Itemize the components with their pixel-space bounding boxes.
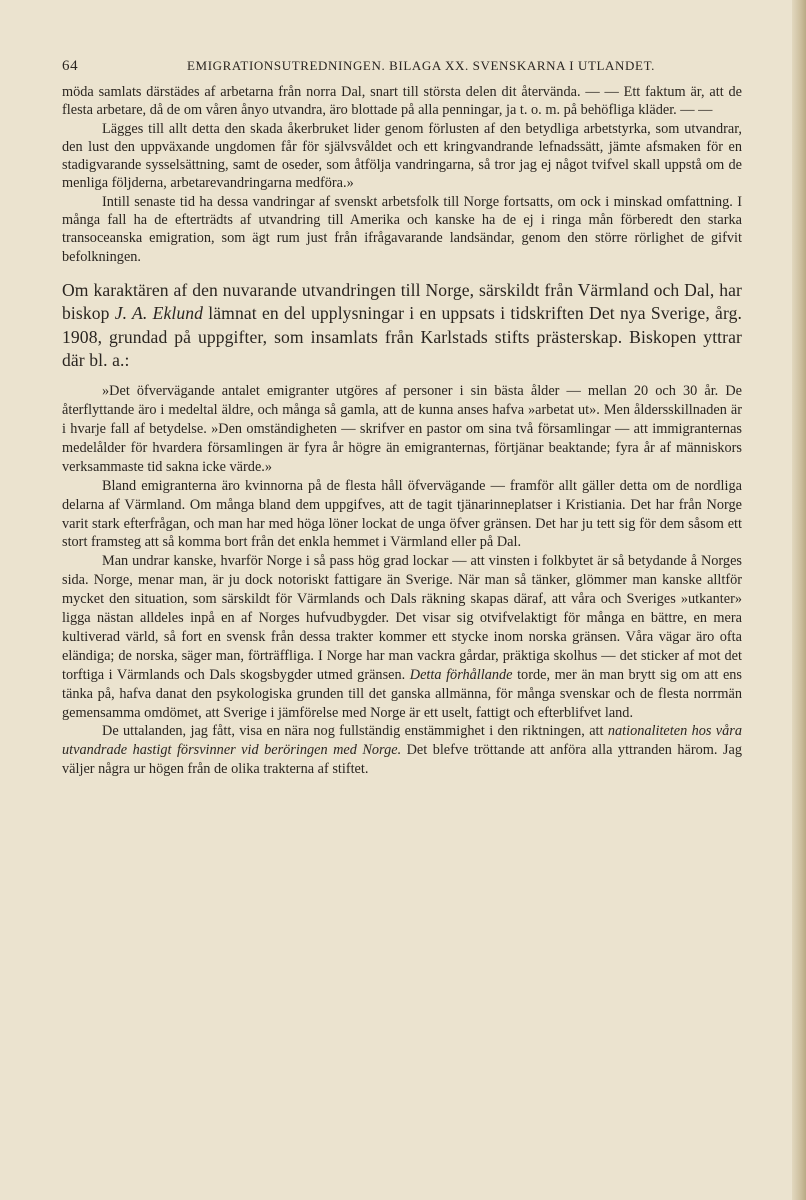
paragraph: Bland emigranterna äro kvinnorna på de flesta håll öfvervägande — framför allt gäller detta om de nordliga delarna af Värmland. Om många bland dem uppgifves, att de tagit tjänarinneplatser i Kristiania. Det har från Norge varit stark efterfrågan, och man har med höga löner lockat de unga öfver gränsen. Det har ju tett sig för dem såsom ett stort framsteg att så komma bort från det enkla hemmet i Värmland eller på Dal.	[62, 477, 742, 551]
paragraph: »Det öfvervägande antalet emigranter utgöres af personer i sin bästa ålder — mellan 20 och 30 år. De återflyttande äro i medeltal äldre, och många så gamla, att de kunna anses hafva »arbetat ut». Men åldersskillnaden är i hvarje fall af betydelse. »Den omständigheten — skrifver en pastor om sina två församlingar — att immigranternas medelålder för hvardera församlingen är fyra år högre än emigranternas, förtjänar beaktande; fyra år af människors verksammaste tid sakna icke värde.»	[62, 383, 742, 475]
bishop-quote-block	[62, 382, 742, 779]
paragraph: Man undrar kanske, hvarför Norge i så pass hög grad lockar — att vinsten i folkbytet är så betydande å Norges sida. Norge, menar man, är ju dock notoriskt fattigare än Sverige. När man så tänker, glömmer man kanske alltför mycket den situation, som särskildt för Värmlands och Dals räkning skapas däraf, att våra och Sveriges »utkanter» ligga nästan alldeles inpå en af Norges hufvudbygder. Det visar sig otvifvelaktigt för många en bättre, en mera kultiverad värld, så fort en svensk från dessa trakter kommer ett stycke inom norska gränsen. Våra vägar äro ofta eländiga; de norska, säger man, förträffliga. I Norge har man vackra gårdar, präktiga skolhus — det sticker af mot det torftiga i Värmlands och Dals skogsbygder utmed gränsen. Detta förhållande torde, mer än man brytt sig om att ens tänka på, hafva danat den psykologiska grunden till det ganska allmänna, för många svenskar och de flesta norrmän gemensamma omdömet, att Sverige i jämförelse med Norge är ett uselt, fattigt och efterblifvet land.	[62, 553, 742, 721]
opening-quote-block	[62, 83, 742, 266]
paragraph: Intill senaste tid ha dessa vandringar af svenskt arbetsfolk till Norge fortsatts, om ock i minskad omfattning. I många fall ha de efterträdts af utvandring till Amerika och kanske ha de ej i ringa mån förberedt den starka transoceanska emigration, som ägt rum just från ifrågavarande landsändar, genom den större rörlighet de gifvit befolkningen.	[62, 193, 742, 265]
emphasis: Detta förhållande	[409, 666, 513, 683]
paragraph: Om karaktären af den nuvarande utvandringen till Norge, särskildt från Värmland och Dal, har biskop J. A. Eklund lämnat en del upplysningar i en uppsats i tidskriften Det nya Sverige, årg. 1908, grundad på uppgifter, som insamlats från Karlstads stifts prästerskap. Biskopen yttrar där bl. a.:	[62, 279, 742, 370]
page-number: 64	[62, 58, 79, 74]
main-text-block	[62, 279, 742, 372]
running-title: EMIGRATIONSUTREDNINGEN. BILAGA XX. SVENSKARNA I UTLANDET.	[187, 58, 655, 73]
author-name: J. A. Eklund	[114, 303, 204, 324]
paragraph: De uttalanden, jag fått, visa en nära nog fullständig enstämmighet i den riktningen, att nationaliteten hos våra utvandrade hastigt försvinner vid beröringen med Norge. Det blefve tröttande att anföra alla yttranden härom. Jag väljer några ur högen från de olika trakterna af stiftet.	[62, 723, 742, 778]
paragraph: Lägges till allt detta den skada åkerbruket lider genom förlusten af den betydliga arbetstyrka, som utvandrar, den lust den uppväxande ungdomen får för självsvåldet och ett kringvandrande lefnadssätt, jämte afsmaken för en stadigvarande sysselsättning, samt de oseder, som åtfölja vandringarna, så tror jag ej något tvifvel skall uppstå om de menliga följderna, arbetarevandringarna medföra.»	[62, 120, 742, 192]
running-header	[62, 58, 742, 75]
paragraph: möda samlats därstädes af arbetarna från norra Dal, snart till största delen dit återvända. — — Ett faktum är, att de flesta arbetare, då de om våren ånyo utvandra, äro blottade på alla penningar, ja t. o. m. på behöfliga kläder. — —	[62, 84, 742, 119]
emphasis: nationaliteten hos våra utvandrade hastigt försvinner vid beröringen med Norge.	[62, 723, 742, 759]
page-edge	[792, 0, 806, 1200]
book-page	[62, 58, 742, 779]
